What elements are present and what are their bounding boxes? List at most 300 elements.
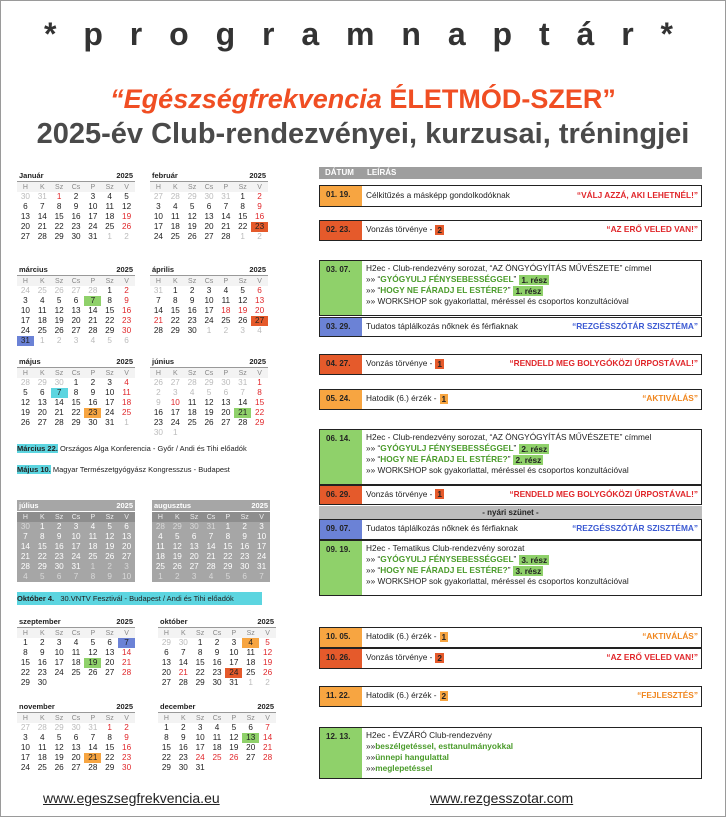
calendar-10 <box>17 701 135 773</box>
weekday-label: Sz <box>190 513 199 521</box>
day-cell: 27 <box>20 723 30 732</box>
day-cell: 5 <box>225 572 231 581</box>
day-cell: 5 <box>231 723 237 732</box>
month-name: Január <box>19 171 44 180</box>
day-cell: 20 <box>122 542 132 551</box>
day-cell: 6 <box>223 388 229 397</box>
weekday-label: P <box>90 714 96 722</box>
day-cell: 15 <box>105 306 115 315</box>
weekday-label: H <box>157 513 163 521</box>
day-cell: 6 <box>107 638 112 647</box>
calendar-header <box>158 701 276 713</box>
event-text: »» WORKSHOP sok gyakorlattal, méréssel és csoportos konzultációval <box>366 465 629 475</box>
day-cell: 15 <box>105 743 115 752</box>
day-cell: 18 <box>37 753 47 762</box>
day-cell: 29 <box>71 418 81 427</box>
day-cell: 23 <box>251 222 268 232</box>
day-cell: 28 <box>221 232 231 241</box>
day-cell: 30 <box>187 326 197 335</box>
day-cell: 27 <box>71 763 81 772</box>
weekday-label: Sz <box>105 714 114 722</box>
event-highlight: GYÓGYULJ FÉNYSEBESSÉGGEL <box>380 274 514 284</box>
day-cell: 22 <box>71 408 81 417</box>
event-text: Vonzás törvénye - <box>366 652 433 662</box>
weekday-label: Cs <box>71 629 81 637</box>
day-cell: 16 <box>37 658 47 667</box>
weekday-label: P <box>90 513 96 521</box>
day-cell: 19 <box>84 658 101 668</box>
event-row <box>319 540 702 596</box>
day-cell: 14 <box>221 212 231 221</box>
calendar-header <box>17 170 135 182</box>
event-quote: ” <box>507 285 511 295</box>
day-grid <box>158 723 276 773</box>
weekday-label: Cs <box>71 369 81 377</box>
day-cell: 4 <box>214 723 220 732</box>
day-cell: 31 <box>229 678 239 687</box>
event-bullet: »» “ <box>366 285 381 295</box>
day-cell: 5 <box>189 202 195 211</box>
link-rezgesszotar[interactable]: www.rezgesszotar.com <box>430 790 574 806</box>
weekday-label: K <box>180 629 186 637</box>
event-slogan: “AKTIVÁLÁS” <box>642 393 698 403</box>
weekday-label: Sz <box>238 183 247 191</box>
weekday-label: H <box>22 277 28 285</box>
day-cell: 10 <box>71 532 81 541</box>
page-title: 2025-év Club-rendezvényei, kurzusai, tréningjei <box>36 118 690 150</box>
day-cell: 2 <box>223 326 229 335</box>
day-cell: 17 <box>20 753 30 762</box>
day-cell: 3 <box>197 723 203 732</box>
calendar-4 <box>17 356 135 428</box>
day-cell: 22 <box>255 408 265 417</box>
day-cell: 4 <box>158 532 163 541</box>
month-name: október <box>160 617 188 626</box>
day-cell: 28 <box>20 562 30 571</box>
weekday-row <box>158 713 276 723</box>
weekday-label: V <box>124 714 129 722</box>
event-line <box>366 543 698 554</box>
day-cell: 28 <box>187 378 197 387</box>
day-cell: 30 <box>37 678 47 687</box>
event-bullet: »» “ <box>366 454 381 464</box>
day-cell: 30 <box>153 428 163 437</box>
weekday-label: Sz <box>105 277 114 285</box>
day-cell: 2 <box>156 388 161 397</box>
day-cell: 17 <box>88 212 98 221</box>
weekday-label: Sz <box>55 629 64 637</box>
event-row <box>319 185 702 207</box>
event-line <box>366 730 698 741</box>
day-cell: 20 <box>246 743 256 752</box>
day-cell: 3 <box>73 522 79 531</box>
day-cell: 13 <box>161 658 171 667</box>
day-cell: 21 <box>234 408 251 418</box>
day-cell: 30 <box>178 763 188 772</box>
day-grid <box>150 192 268 242</box>
day-cell: 3 <box>259 522 264 531</box>
event-badge: 2. rész <box>515 454 542 465</box>
event-badge: 2 <box>437 224 443 235</box>
event-row <box>319 354 702 375</box>
day-cell: 15 <box>54 212 64 221</box>
day-cell: 28 <box>153 326 163 335</box>
year-label: 2025 <box>257 617 274 626</box>
calendar-header <box>150 356 268 368</box>
day-cell: 14 <box>88 306 98 315</box>
day-cell: 4 <box>242 638 259 648</box>
day-cell: 2 <box>124 286 129 295</box>
day-cell: 19 <box>263 658 273 667</box>
weekday-label: K <box>174 513 180 521</box>
day-cell: 8 <box>90 572 96 581</box>
event-row <box>319 727 702 779</box>
day-cell: 20 <box>161 668 171 677</box>
day-cell: 29 <box>161 763 171 772</box>
day-cell: 27 <box>71 326 81 335</box>
event-date: 03. 29. <box>320 318 362 336</box>
day-cell: 6 <box>73 296 79 305</box>
day-cell: 3 <box>156 202 161 211</box>
weekday-label: Sz <box>188 369 197 377</box>
day-cell: 9 <box>189 296 195 305</box>
day-cell: 7 <box>259 572 264 581</box>
day-cell: 6 <box>248 723 253 732</box>
day-cell: 29 <box>255 418 265 427</box>
day-cell: 29 <box>20 678 30 687</box>
day-cell: 10 <box>20 743 30 752</box>
calendar-8 <box>17 616 135 688</box>
event-quote: ” <box>507 454 511 464</box>
month-name: június <box>152 357 175 366</box>
event-bullet: »» “ <box>366 274 381 284</box>
event-text: Tudatos táplálkozás nőknek és férfiaknak <box>366 320 518 331</box>
weekday-row <box>17 368 135 378</box>
day-cell: 10 <box>105 388 115 397</box>
day-cell: 11 <box>105 202 114 211</box>
day-cell: 19 <box>105 542 115 551</box>
day-cell: 8 <box>164 733 169 742</box>
event-line <box>366 274 698 285</box>
calendar-6 <box>17 500 135 582</box>
event-line <box>366 321 698 332</box>
day-cell: 1 <box>107 723 112 732</box>
day-cell: 16 <box>122 743 132 752</box>
event-line <box>366 190 698 201</box>
day-cell: 13 <box>204 212 214 221</box>
day-cell: 25 <box>105 222 115 231</box>
link-egeszsegfrekvencia[interactable]: www.egeszsegfrekvencia.eu <box>43 790 220 806</box>
day-cell: 30 <box>88 418 98 427</box>
day-cell: 14 <box>20 542 30 551</box>
month-name: augusztus <box>154 501 192 510</box>
event-highlight: meglepetéssel <box>375 763 433 773</box>
day-cell: 11 <box>122 388 131 397</box>
calendar-0 <box>17 170 135 242</box>
day-cell: 8 <box>240 202 245 211</box>
event-description <box>366 190 698 201</box>
day-cell: 17 <box>71 542 81 551</box>
weekday-row <box>17 276 135 286</box>
day-cell: 31 <box>257 562 267 571</box>
weekday-label: V <box>257 277 262 285</box>
day-cell: 20 <box>71 753 81 762</box>
day-cell: 27 <box>246 753 256 762</box>
weekday-label: K <box>39 369 45 377</box>
event-quote: ” <box>513 274 517 284</box>
event-line <box>366 224 698 235</box>
day-cell: 1 <box>257 378 262 387</box>
weekday-label: P <box>90 629 96 637</box>
day-grid <box>17 723 135 773</box>
day-cell: 24 <box>257 552 267 561</box>
calendar-header <box>150 170 268 182</box>
day-cell: 26 <box>229 753 239 762</box>
weekday-label: Cs <box>71 513 81 521</box>
event-row <box>319 220 702 241</box>
day-cell: 12 <box>122 202 132 211</box>
weekday-label: K <box>39 183 45 191</box>
day-cell: 9 <box>56 532 62 541</box>
day-cell: 27 <box>170 378 180 387</box>
day-cell: 25 <box>155 562 165 571</box>
day-cell: 14 <box>122 648 132 657</box>
event-bullet: »» “ <box>366 554 381 564</box>
calendar-9 <box>158 616 276 688</box>
day-cell: 5 <box>107 522 112 531</box>
day-cell: 18 <box>221 306 231 315</box>
day-cell: 15 <box>37 542 47 551</box>
event-bullet: »» “ <box>366 443 381 453</box>
day-cell: 6 <box>124 522 129 531</box>
day-cell: 4 <box>73 638 79 647</box>
day-cell: 31 <box>195 763 205 772</box>
day-cell: 9 <box>242 532 247 541</box>
event-slogan: “AKTIVÁLÁS” <box>642 631 698 641</box>
day-grid <box>150 378 268 438</box>
weekday-label: H <box>155 277 161 285</box>
day-cell: 31 <box>17 336 34 346</box>
month-name: december <box>160 702 196 711</box>
weekday-row <box>152 512 270 522</box>
day-cell: 30 <box>240 562 250 571</box>
day-cell: 2 <box>90 378 96 387</box>
day-cell: 3 <box>107 378 112 387</box>
event-description <box>366 690 698 701</box>
day-cell: 5 <box>124 192 129 201</box>
day-cell: 8 <box>257 388 262 397</box>
day-cell: 22 <box>105 753 115 762</box>
event-line <box>366 432 698 443</box>
day-cell: 27 <box>122 552 132 561</box>
day-cell: 28 <box>170 192 180 201</box>
day-cell: 16 <box>122 306 132 315</box>
event-row <box>319 686 702 707</box>
day-cell: 29 <box>195 678 205 687</box>
day-cell: 9 <box>124 296 129 305</box>
day-cell: 24 <box>195 753 205 762</box>
day-cell: 28 <box>155 522 165 531</box>
day-cell: 26 <box>54 286 64 295</box>
day-cell: 27 <box>20 232 30 241</box>
weekday-label: Cs <box>204 183 214 191</box>
event-row <box>319 648 702 669</box>
day-cell: 3 <box>90 192 96 201</box>
day-cell: 25 <box>170 232 180 241</box>
day-cell: 3 <box>124 562 129 571</box>
day-cell: 28 <box>178 678 188 687</box>
day-cell: 20 <box>37 408 47 417</box>
year-label: 2025 <box>257 702 274 711</box>
day-cell: 21 <box>20 552 30 561</box>
event-description <box>366 393 698 404</box>
event-description <box>366 263 698 307</box>
day-cell: 31 <box>37 192 47 201</box>
day-cell: 9 <box>73 202 79 211</box>
event-line <box>366 454 698 465</box>
day-cell: 6 <box>39 388 45 397</box>
day-cell: 6 <box>56 572 62 581</box>
day-cell: 17 <box>229 658 239 667</box>
year-label: 2025 <box>249 171 266 180</box>
weekday-label: Sz <box>105 629 114 637</box>
day-cell: 11 <box>38 306 47 315</box>
event-bullet: »» “ <box>366 565 381 575</box>
day-cell: 4 <box>124 378 129 387</box>
day-cell: 17 <box>195 743 205 752</box>
day-cell: 27 <box>204 232 214 241</box>
day-cell: 10 <box>153 212 163 221</box>
day-cell: 11 <box>246 648 255 657</box>
day-cell: 21 <box>122 658 132 667</box>
day-cell: 17 <box>257 542 267 551</box>
weekday-label: V <box>257 183 262 191</box>
day-grid <box>152 522 270 582</box>
month-name: november <box>19 702 55 711</box>
day-cell: 21 <box>178 668 188 677</box>
day-cell: 18 <box>88 542 98 551</box>
day-cell: 27 <box>153 192 163 201</box>
day-cell: 3 <box>23 296 28 305</box>
day-cell: 1 <box>240 232 245 241</box>
day-cell: 23 <box>37 668 47 677</box>
day-cell: 1 <box>240 192 245 201</box>
day-cell: 12 <box>172 542 182 551</box>
weekday-label: Sz <box>188 277 197 285</box>
weekday-row <box>150 368 268 378</box>
day-cell: 14 <box>37 212 47 221</box>
day-cell: 6 <box>257 286 262 295</box>
day-cell: 17 <box>170 408 180 417</box>
day-cell: 21 <box>263 743 273 752</box>
weekday-label: Sz <box>196 629 205 637</box>
calendar-header <box>152 500 270 512</box>
weekday-label: P <box>231 714 237 722</box>
day-cell: 30 <box>204 192 214 201</box>
day-cell: 14 <box>263 733 273 742</box>
year-label: 2025 <box>249 357 266 366</box>
day-cell: 3 <box>191 572 197 581</box>
day-cell: 16 <box>54 542 64 551</box>
day-cell: 27 <box>161 678 171 687</box>
event-row <box>319 389 702 410</box>
day-cell: 5 <box>265 638 270 647</box>
day-cell: 20 <box>105 658 115 667</box>
event-date: 11. 22. <box>320 687 362 706</box>
day-cell: 31 <box>238 378 248 387</box>
event-slogan: “FEJLESZTÉS” <box>637 690 698 700</box>
day-cell: 15 <box>223 542 233 551</box>
day-cell: 24 <box>153 232 163 241</box>
day-cell: 5 <box>107 336 112 345</box>
day-cell: 7 <box>240 388 245 397</box>
day-cell: 2 <box>180 723 186 732</box>
day-cell: 13 <box>122 532 132 541</box>
day-cell: 30 <box>20 192 30 201</box>
event-text: Célkitűzés a másképp gondolkodóknak <box>366 189 510 200</box>
day-cell: 11 <box>171 212 180 221</box>
day-cell: 25 <box>88 552 98 561</box>
month-name: április <box>152 265 175 274</box>
day-cell: 6 <box>242 572 247 581</box>
calendar-header <box>17 616 135 628</box>
day-cell: 15 <box>238 212 248 221</box>
day-cell: 11 <box>221 296 231 305</box>
day-cell: 19 <box>187 222 197 231</box>
event-row <box>319 627 702 648</box>
calendar-header <box>158 616 276 628</box>
day-cell: 31 <box>71 562 81 571</box>
day-cell: 29 <box>54 723 64 732</box>
calendar-7 <box>152 500 270 582</box>
event-date: 12. 13. <box>320 728 362 778</box>
day-cell: 16 <box>255 212 265 221</box>
day-cell: 19 <box>238 306 248 315</box>
day-cell: 1 <box>23 638 28 647</box>
day-cell: 25 <box>246 668 256 677</box>
event-date: 02. 23. <box>320 221 362 240</box>
day-cell: 30 <box>71 723 81 732</box>
day-cell: 31 <box>221 192 231 201</box>
day-cell: 22 <box>195 668 205 677</box>
day-cell: 18 <box>122 398 132 407</box>
event-description <box>366 358 698 369</box>
day-cell: 9 <box>90 388 96 397</box>
day-cell: 13 <box>242 733 259 743</box>
weekday-label: V <box>124 629 129 637</box>
day-cell: 1 <box>172 286 178 295</box>
day-cell: 16 <box>178 743 188 752</box>
day-cell: 2 <box>189 286 195 295</box>
event-bullet: »» <box>366 741 376 751</box>
event-text: Vonzás törvénye - <box>366 224 433 234</box>
event-description <box>366 224 698 235</box>
day-cell: 24 <box>20 763 30 772</box>
weekday-label: K <box>39 277 45 285</box>
day-cell: 1 <box>172 428 178 437</box>
day-cell: 23 <box>71 222 81 231</box>
weekday-label: V <box>124 183 129 191</box>
day-cell: 18 <box>212 743 222 752</box>
day-cell: 26 <box>122 222 132 231</box>
day-cell: 8 <box>39 532 45 541</box>
event-date: 09. 19. <box>320 541 362 595</box>
event-row <box>319 429 702 485</box>
day-cell: 31 <box>206 522 216 531</box>
month-name: július <box>19 501 39 510</box>
weekday-label: Sz <box>238 369 247 377</box>
event-line <box>366 576 698 587</box>
